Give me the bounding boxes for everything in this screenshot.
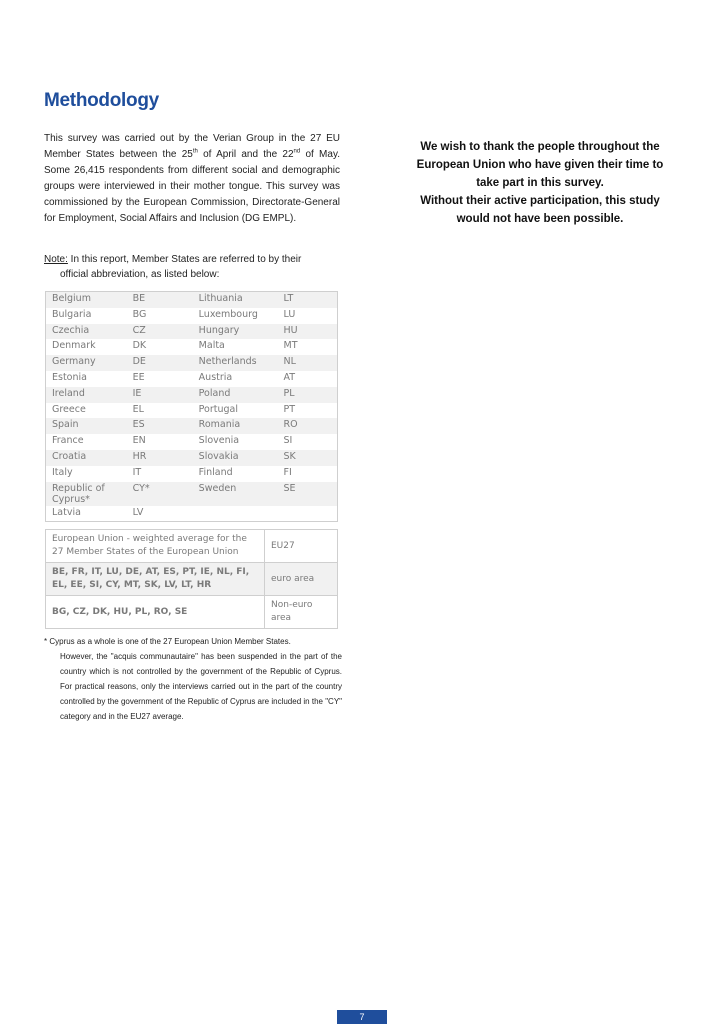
table-row bbox=[46, 339, 338, 355]
country-name: Netherlands bbox=[193, 355, 278, 371]
country-code: BE bbox=[127, 292, 193, 308]
intro-paragraph bbox=[44, 131, 340, 227]
country-name: Romania bbox=[193, 418, 278, 434]
country-name: Spain bbox=[46, 418, 127, 434]
country-name: Portugal bbox=[193, 403, 278, 419]
thanks-line: European Union who have given their time to bbox=[416, 159, 664, 171]
group-description: BE, FR, IT, LU, DE, AT, ES, PT, IE, NL, FI, EL, EE, SI, CY, MT, SK, LV, LT, HR bbox=[46, 563, 265, 596]
country-code bbox=[278, 506, 338, 522]
country-name: Sweden bbox=[193, 482, 278, 506]
country-code: PL bbox=[278, 387, 338, 403]
table-row bbox=[46, 418, 338, 434]
country-groups-table bbox=[45, 529, 338, 629]
table-row bbox=[46, 403, 338, 419]
country-code: FI bbox=[278, 466, 338, 482]
country-name: Malta bbox=[193, 339, 278, 355]
country-code: IT bbox=[127, 466, 193, 482]
country-name: Hungary bbox=[193, 324, 278, 340]
table-row bbox=[46, 506, 338, 522]
thanks-line: Without their active participation, this study bbox=[420, 195, 660, 207]
group-code: Non-euro area bbox=[265, 596, 338, 629]
country-code: IE bbox=[127, 387, 193, 403]
group-description: BG, CZ, DK, HU, PL, RO, SE bbox=[46, 596, 265, 629]
country-code: CY* bbox=[127, 482, 193, 506]
country-name: Croatia bbox=[46, 450, 127, 466]
group-row-eu27 bbox=[46, 530, 338, 563]
thanks-line: take part in this survey. bbox=[476, 177, 604, 189]
intro-text-2: of April and the 22 bbox=[197, 149, 294, 160]
note-rest-line: official abbreviation, as listed below: bbox=[60, 269, 220, 280]
intro-sup-2: nd bbox=[293, 148, 301, 155]
page-number: 7 bbox=[337, 1010, 387, 1024]
group-row-non-euro-area bbox=[46, 596, 338, 629]
country-code: DE bbox=[127, 355, 193, 371]
country-name: Denmark bbox=[46, 339, 127, 355]
country-name: Austria bbox=[193, 371, 278, 387]
country-name: Latvia bbox=[46, 506, 127, 522]
country-name: Slovakia bbox=[193, 450, 278, 466]
intro-sup-1: th bbox=[192, 148, 198, 155]
country-code: HR bbox=[127, 450, 193, 466]
country-name: Czechia bbox=[46, 324, 127, 340]
country-name: Estonia bbox=[46, 371, 127, 387]
country-name: Slovenia bbox=[193, 434, 278, 450]
country-name: Poland bbox=[193, 387, 278, 403]
group-code: EU27 bbox=[265, 530, 338, 563]
table-row bbox=[46, 324, 338, 340]
footnote-rest: However, the "acquis communautaire" has been suspended in the part of the country which is not controlled by the government of the Republic of Cyprus. For practical reasons, only the interviews carried out in the part of the country controlled by the government of the Republic of Cyprus are included in the "CY" category and in the EU27 average. bbox=[60, 652, 342, 721]
intro-text-3: of May. Some 26,415 respondents from different social and demographic groups were interviewed in their mother tongue. This survey was commissioned by the European Commission, Directorate-General for Employment, Social Affairs and Inclusion (DG EMPL). bbox=[44, 149, 340, 224]
table-row bbox=[46, 450, 338, 466]
country-code: DK bbox=[127, 339, 193, 355]
country-code: MT bbox=[278, 339, 338, 355]
country-code: RO bbox=[278, 418, 338, 434]
note-label: Note: bbox=[44, 254, 68, 265]
country-code: BG bbox=[127, 308, 193, 324]
table-row bbox=[46, 371, 338, 387]
country-code: SE bbox=[278, 482, 338, 506]
country-code: NL bbox=[278, 355, 338, 371]
table-row bbox=[46, 355, 338, 371]
country-code: PT bbox=[278, 403, 338, 419]
country-name: Ireland bbox=[46, 387, 127, 403]
country-code: HU bbox=[278, 324, 338, 340]
page-title: Methodology bbox=[44, 90, 159, 111]
country-name: Republic of Cyprus* bbox=[46, 482, 127, 506]
table-row bbox=[46, 387, 338, 403]
table-row bbox=[46, 434, 338, 450]
country-code: EL bbox=[127, 403, 193, 419]
thanks-line: would not have been possible. bbox=[456, 213, 624, 225]
country-code: EN bbox=[127, 434, 193, 450]
country-code: LV bbox=[127, 506, 193, 522]
country-code: SI bbox=[278, 434, 338, 450]
note-first-line: In this report, Member States are referred to by their bbox=[67, 254, 302, 265]
group-row-euro-area bbox=[46, 563, 338, 596]
country-name: Greece bbox=[46, 403, 127, 419]
country-name: Finland bbox=[193, 466, 278, 482]
country-name: Belgium bbox=[46, 292, 127, 308]
country-name bbox=[193, 506, 278, 522]
intro-text-1: This survey was carried out by the Verian Group in the 27 EU Member States between the 25 bbox=[44, 133, 340, 160]
table-row bbox=[46, 466, 338, 482]
country-code: EE bbox=[127, 371, 193, 387]
country-code: LT bbox=[278, 292, 338, 308]
country-code: CZ bbox=[127, 324, 193, 340]
group-description: European Union - weighted average for the 27 Member States of the European Union bbox=[46, 530, 265, 563]
country-name: Bulgaria bbox=[46, 308, 127, 324]
table-row bbox=[46, 292, 338, 308]
country-code: AT bbox=[278, 371, 338, 387]
country-name: Germany bbox=[46, 355, 127, 371]
country-name: Lithuania bbox=[193, 292, 278, 308]
member-states-table bbox=[45, 291, 338, 522]
abbreviation-note bbox=[44, 252, 340, 282]
country-name: France bbox=[46, 434, 127, 450]
country-name: Italy bbox=[46, 466, 127, 482]
country-name: Luxembourg bbox=[193, 308, 278, 324]
country-code: SK bbox=[278, 450, 338, 466]
acknowledgement bbox=[392, 138, 688, 228]
country-code: LU bbox=[278, 308, 338, 324]
footnote-first-line: * Cyprus as a whole is one of the 27 European Union Member States. bbox=[44, 637, 291, 646]
table-row bbox=[46, 308, 338, 324]
table-row bbox=[46, 482, 338, 506]
group-code: euro area bbox=[265, 563, 338, 596]
cyprus-footnote bbox=[44, 634, 342, 724]
thanks-line: We wish to thank the people throughout the bbox=[420, 141, 660, 153]
country-code: ES bbox=[127, 418, 193, 434]
